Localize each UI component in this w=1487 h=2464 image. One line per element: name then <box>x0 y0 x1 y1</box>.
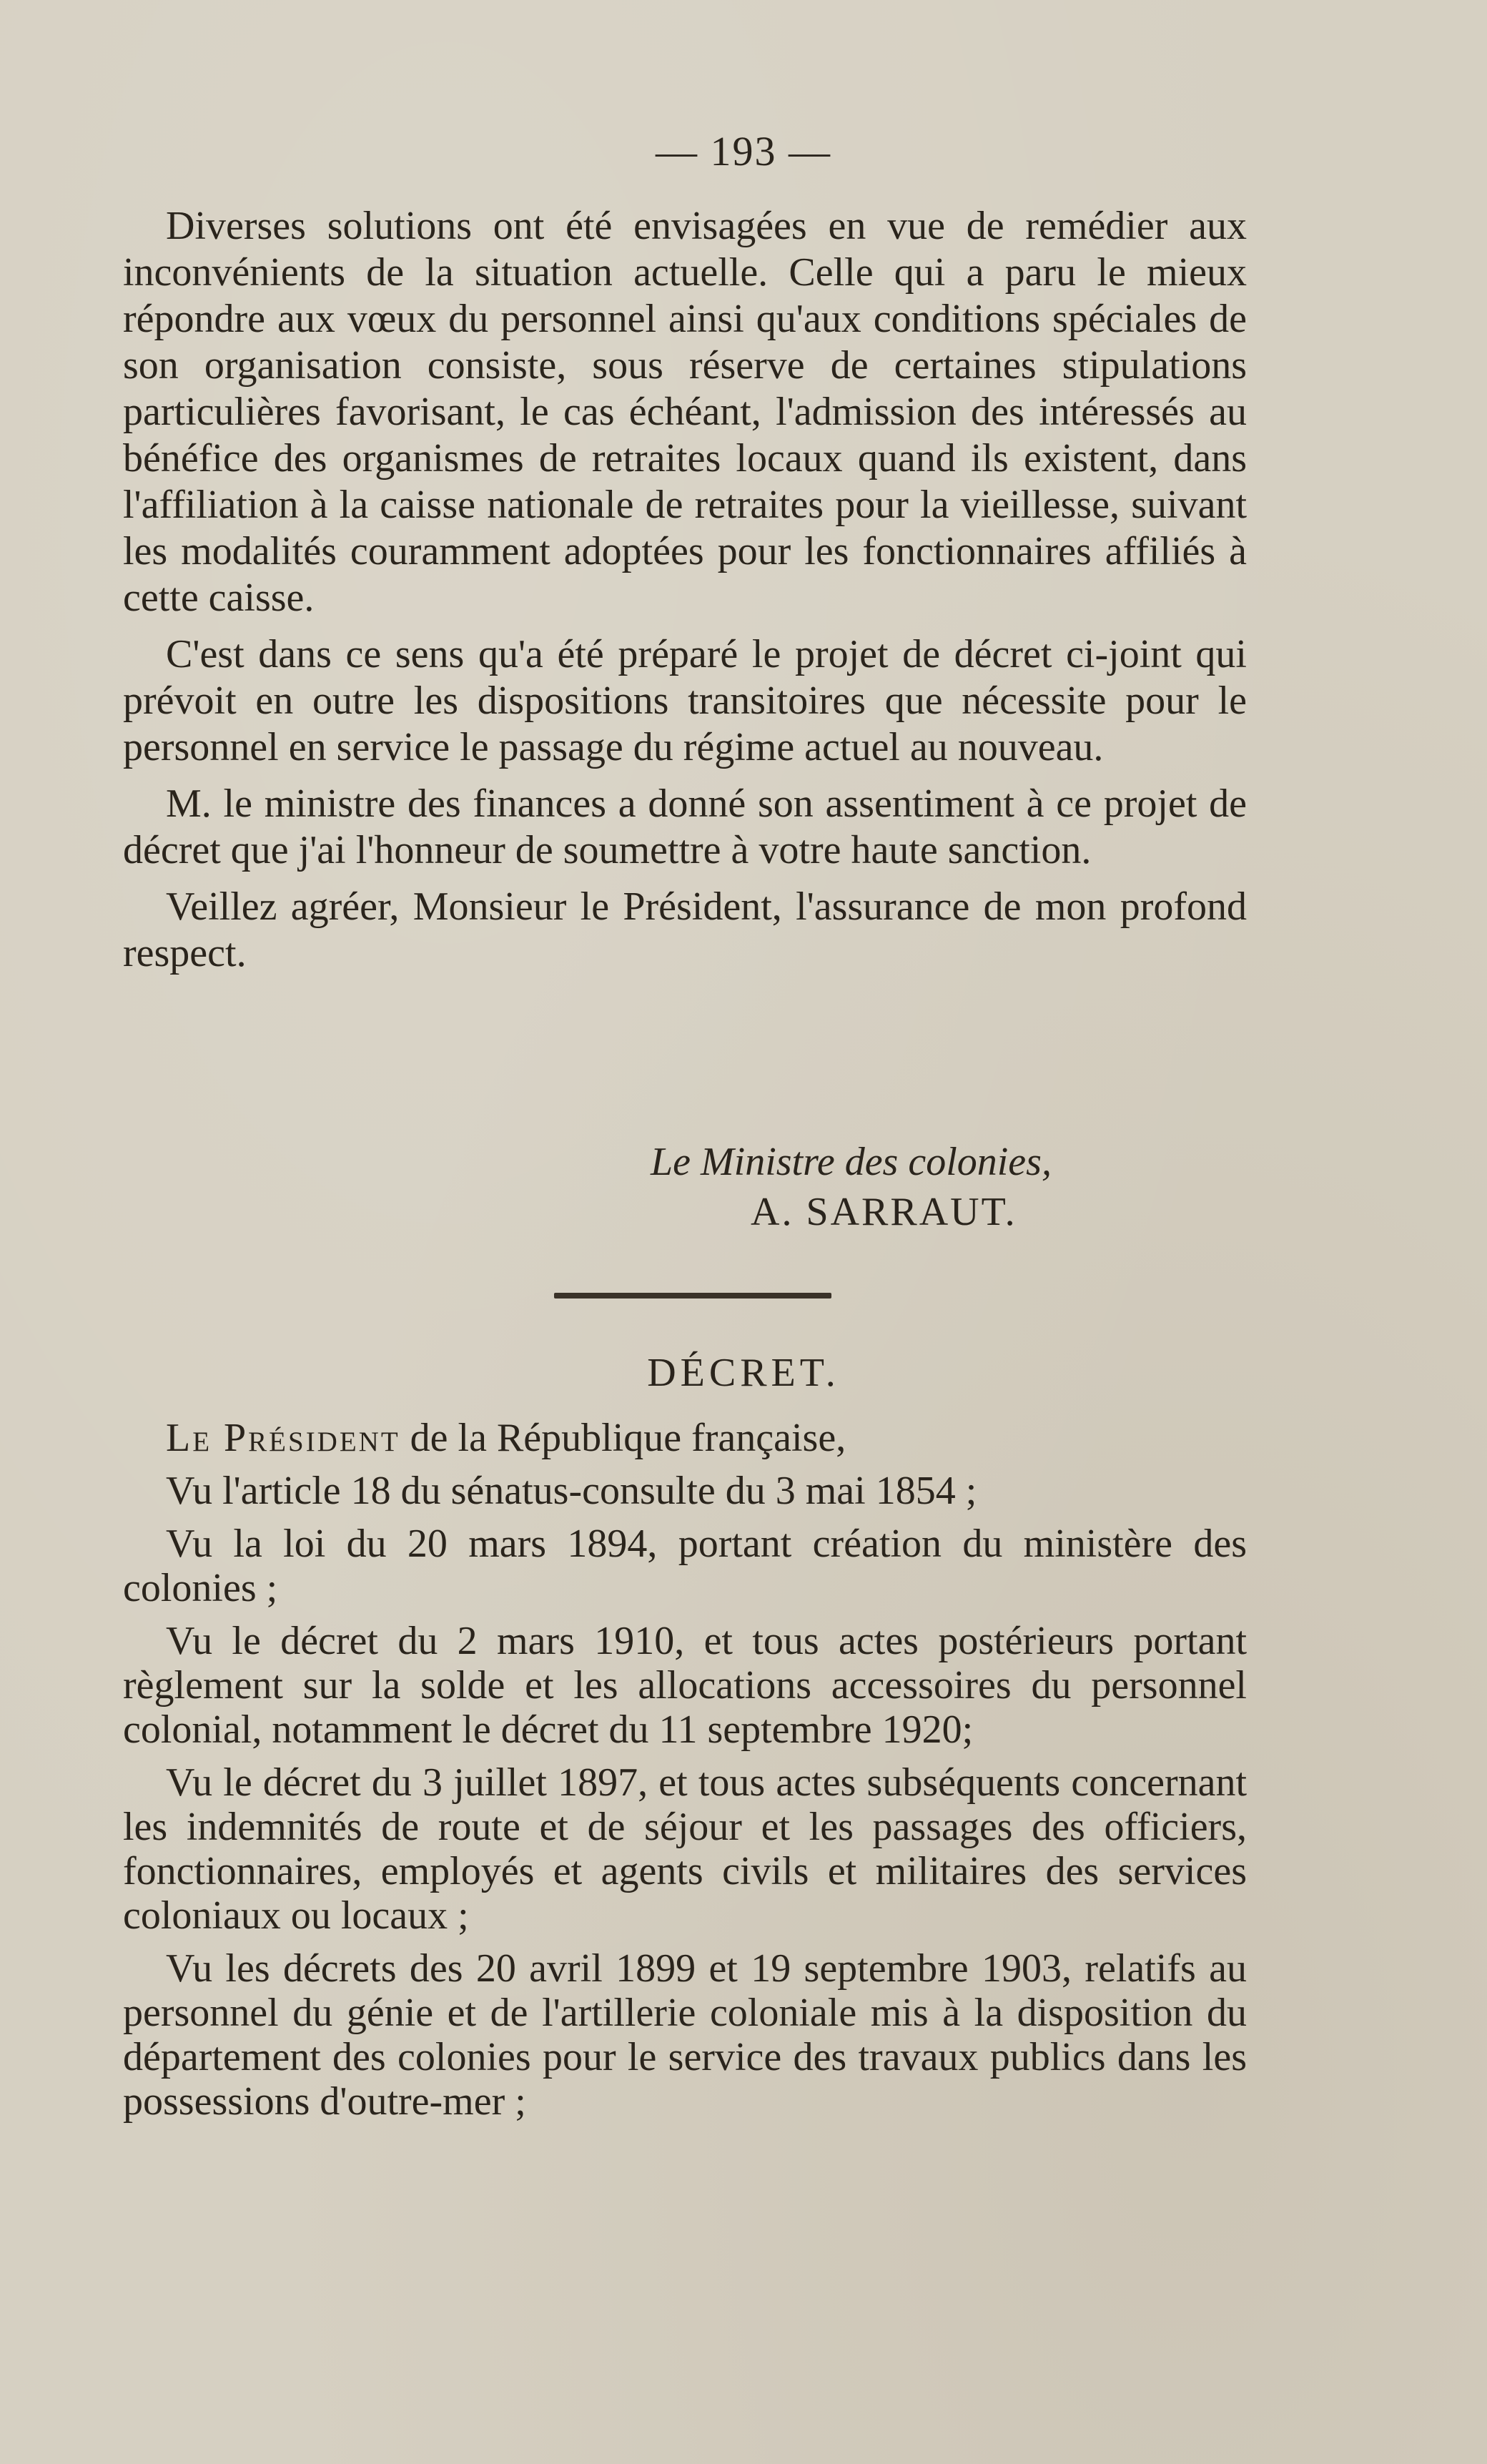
signature-name: A. SARRAUT. <box>751 1190 1017 1234</box>
decree-paragraph: Vu la loi du 20 mars 1894, portant création du ministère des colonies ; <box>123 1522 1247 1610</box>
president-rest: de la République française, <box>400 1416 846 1460</box>
report-body <box>123 203 1247 987</box>
section-divider <box>554 1293 831 1298</box>
decree-opening <box>123 1416 1247 1460</box>
signature-block <box>0 1137 1487 1237</box>
decree-paragraph: Vu les décrets des 20 avril 1899 et 19 septembre 1903, relatifs au personnel du génie et de l'artillerie coloniale mis à la disposition du département des colonies pour le service des travaux publics dans les possessions d'outre-mer ; <box>123 1946 1247 2124</box>
decree-body <box>123 1416 1247 2132</box>
report-paragraph: Diverses solutions ont été envisagées en vue de remédier aux inconvénients de la situation actuelle. Celle qui a paru le mieux répondre aux vœux du personnel ainsi qu'aux conditions spéciales de son organisation consiste, sous réserve de certaines stipulations particulières favorisant, le cas échéant, l'admission des intéressés au bénéfice des organismes de retraites locaux quand ils existent, dans l'affiliation à la caisse nationale de retraites pour la vieillesse, suivant les modalités couramment adoptées pour les fonctionnaires affiliés à cette caisse. <box>123 204 1247 620</box>
signature-title: Le Ministre des colonies, <box>651 1140 1052 1184</box>
decree-heading: DÉCRET. <box>647 1351 840 1395</box>
report-paragraph: Veillez agréer, Monsieur le Président, l'assurance de mon profond respect. <box>123 884 1247 975</box>
page-number: — 193 — <box>656 128 831 174</box>
decree-paragraph: Vu l'article 18 du sénatus-consulte du 3 mai 1854 ; <box>166 1469 977 1513</box>
report-paragraph: C'est dans ce sens qu'a été préparé le projet de décret ci-joint qui prévoit en outre les dispositions transitoires que nécessite pour le personnel en service le passage du régime actuel au nouveau. <box>123 632 1247 769</box>
president-label: Le Président <box>166 1416 400 1460</box>
report-paragraph: M. le ministre des finances a donné son assentiment à ce projet de décret que j'ai l'honneur de soumettre à votre haute sanction. <box>123 782 1247 872</box>
decree-paragraph: Vu le décret du 2 mars 1910, et tous actes postérieurs portant règlement sur la solde et les allocations accessoires du personnel colonial, notamment le décret du 11 septembre 1920; <box>123 1619 1247 1752</box>
decree-paragraph: Vu le décret du 3 juillet 1897, et tous actes subséquents concernant les indemnités de route et de séjour et les passages des officiers, fonctionnaires, employés et agents civils et militaires des services coloniaux ou locaux ; <box>123 1760 1247 1938</box>
